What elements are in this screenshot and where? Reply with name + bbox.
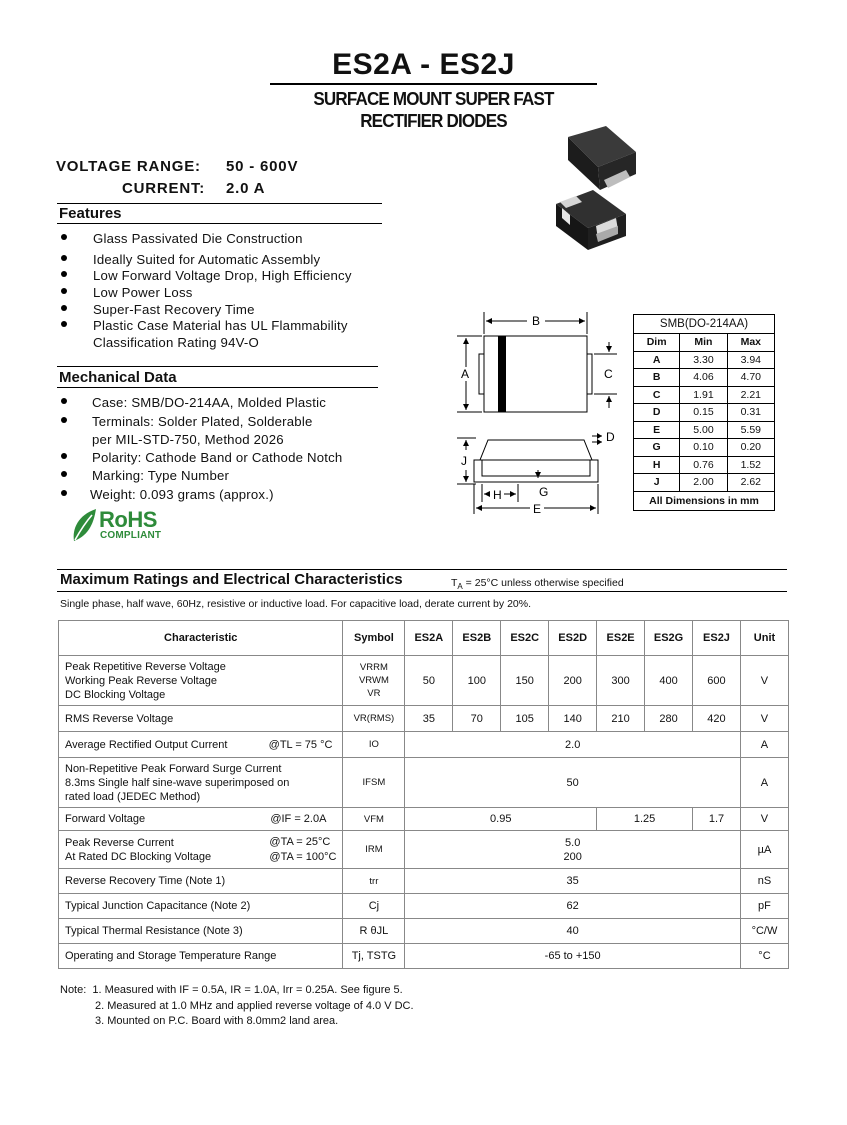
table-row: D 0.15 0.31 xyxy=(634,404,775,422)
rohs-leaf-icon xyxy=(70,507,100,543)
footnotes xyxy=(60,983,414,1030)
table-row-ifsm: Non-Repetitive Peak Forward Surge Current 8.3ms Single half sine-wave superimposed on rated load (JEDEC Method) IFSM 50 A xyxy=(59,758,789,808)
table-row: A 3.30 3.94 xyxy=(634,351,775,369)
features-bottom-rule xyxy=(57,223,382,224)
dim-header: Dim xyxy=(634,334,680,352)
table-row: B 4.06 4.70 xyxy=(634,369,775,387)
bullet-icon xyxy=(61,288,67,294)
table-row-rth: Typical Thermal Resistance (Note 3) R θJL 40 °C/W xyxy=(59,919,789,944)
part-header: ES2D xyxy=(549,621,597,656)
table-row-io: Average Rectified Output Current @TL = 75 °C IO 2.0 A xyxy=(59,732,789,758)
table-header-row xyxy=(59,621,789,656)
table-row: J 2.00 2.62 xyxy=(634,474,775,492)
symbol-header: Symbol xyxy=(343,621,405,656)
dimension-table-footer: All Dimensions in mm xyxy=(634,491,775,510)
min-header: Min xyxy=(680,334,727,352)
mechanical-list: Case: SMB/DO-214AA, Molded Plastic Terminals: Solder Plated, Solderable per MIL-STD-750, Method 2026 Polarity: Cathode Band or Cathode Notch Marking: Type Number Weight: 0.093 grams (approx.) xyxy=(61,395,391,510)
part-header: ES2G xyxy=(645,621,693,656)
features-list: Glass Passivated Die Construction Ideally Suited for Automatic Assembly Low Forward Voltage Drop, High Efficiency Low Power Loss Super-Fast Recovery Time Plastic Case Material has UL Flammability Classification Rating 94V-O xyxy=(61,231,391,361)
mechanical-bottom-rule xyxy=(57,387,378,388)
table-row-vfm: Forward Voltage @IF = 2.0A VFM 0.95 1.25 1.7 V xyxy=(59,808,789,831)
part-header: ES2J xyxy=(693,621,741,656)
voltage-range-label: VOLTAGE RANGE: xyxy=(56,158,201,175)
table-row: G 0.10 0.20 xyxy=(634,439,775,457)
dim-label-h: H xyxy=(493,488,502,502)
part-header: ES2B xyxy=(453,621,501,656)
dim-label-g: G xyxy=(539,485,549,499)
dim-label-e: E xyxy=(533,502,542,516)
page-title: ES2A - ES2J xyxy=(332,48,515,81)
package-dimension-diagram xyxy=(452,312,627,517)
bullet-icon xyxy=(61,305,67,311)
current-value: 2.0 A xyxy=(226,180,266,197)
part-header: ES2C xyxy=(501,621,549,656)
note-1: 1. Measured with IF = 0.5A, IR = 1.0A, Irr = 0.25A. See figure 5. xyxy=(92,984,403,996)
dim-label-j: J xyxy=(461,454,467,468)
bullet-icon xyxy=(61,398,67,404)
page-subtitle: SURFACE MOUNT SUPER FAST RECTIFIER DIODES xyxy=(313,88,554,131)
part-header: ES2E xyxy=(597,621,645,656)
ratings-condition: $T_A = 25^\circ C$ unless otherwise specified xyxy=(451,577,624,592)
cathode-band xyxy=(498,336,506,412)
max-header: Max xyxy=(727,334,774,352)
voltage-range-value: 50 - 600V xyxy=(226,158,299,175)
ratings-title: Maximum Ratings and Electrical Characteristics xyxy=(60,571,403,588)
bullet-icon xyxy=(61,490,67,496)
table-row-trr: Reverse Recovery Time (Note 1) trr 35 nS xyxy=(59,869,789,894)
bullet-icon xyxy=(61,417,67,423)
characteristic-header: Characteristic xyxy=(59,621,343,656)
note-2: 2. Measured at 1.0 MHz and applied reverse voltage of 4.0 V DC. xyxy=(95,999,414,1012)
part-header: ES2A xyxy=(405,621,453,656)
dim-label-b: B xyxy=(532,314,541,328)
top-view-lead-right xyxy=(587,354,592,394)
dim-label-c: C xyxy=(604,367,613,381)
top-view-lead-left xyxy=(479,354,484,394)
dim-label-a: A xyxy=(461,367,470,381)
note-3: 3. Mounted on P.C. Board with 8.0mm2 land area. xyxy=(95,1015,339,1027)
ratings-note: Single phase, half wave, 60Hz, resistive or inductive load. For capacitive load, derate current by 20%. xyxy=(60,598,531,610)
rohs-logo-text: RoHS xyxy=(99,507,157,532)
bullet-icon xyxy=(61,321,67,327)
notes-label: Note: xyxy=(60,984,87,996)
rohs-compliant-text: COMPLIANT xyxy=(100,530,162,541)
table-row: C 1.91 2.21 xyxy=(634,386,775,404)
unit-header: Unit xyxy=(740,621,788,656)
features-top-rule xyxy=(57,203,382,204)
features-heading: Features xyxy=(59,205,122,222)
ratings-top-rule xyxy=(57,569,787,570)
dimension-table-caption: SMB(DO-214AA) xyxy=(634,315,775,334)
dim-label-d: D xyxy=(606,430,615,444)
mechanical-heading: Mechanical Data xyxy=(59,369,177,386)
title-underline xyxy=(270,83,597,85)
table-row-temp: Operating and Storage Temperature Range Tj, TSTG -65 to +150 °C xyxy=(59,944,789,969)
table-row-irm: Peak Reverse Current At Rated DC Blocking Voltage @TA = 25°C @TA = 100°C IRM 5.0 200 µA xyxy=(59,831,789,869)
bullet-icon xyxy=(61,234,67,240)
table-row-cj: Typical Junction Capacitance (Note 2) Cj 62 pF xyxy=(59,894,789,919)
ratings-bottom-rule xyxy=(57,591,787,592)
bullet-icon xyxy=(61,271,67,277)
ratings-table xyxy=(58,620,789,969)
table-row: H 0.76 1.52 xyxy=(634,456,775,474)
table-row-vrrm: Peak Repetitive Reverse Voltage Working Peak Reverse Voltage DC Blocking Voltage VRRM VRWM VR 50 100 150 200 300 400 600 V xyxy=(59,656,789,706)
mechanical-top-rule xyxy=(57,366,378,367)
bullet-icon xyxy=(61,471,67,477)
bullet-icon xyxy=(61,453,67,459)
current-label: CURRENT: xyxy=(122,180,206,197)
table-row: E 5.00 5.59 xyxy=(634,421,775,439)
dimension-table xyxy=(633,314,775,511)
bullet-icon xyxy=(61,255,67,261)
product-photo xyxy=(548,122,648,257)
table-row-vrms: RMS Reverse Voltage VR(RMS) 35 70 105 140 210 280 420 V xyxy=(59,706,789,732)
